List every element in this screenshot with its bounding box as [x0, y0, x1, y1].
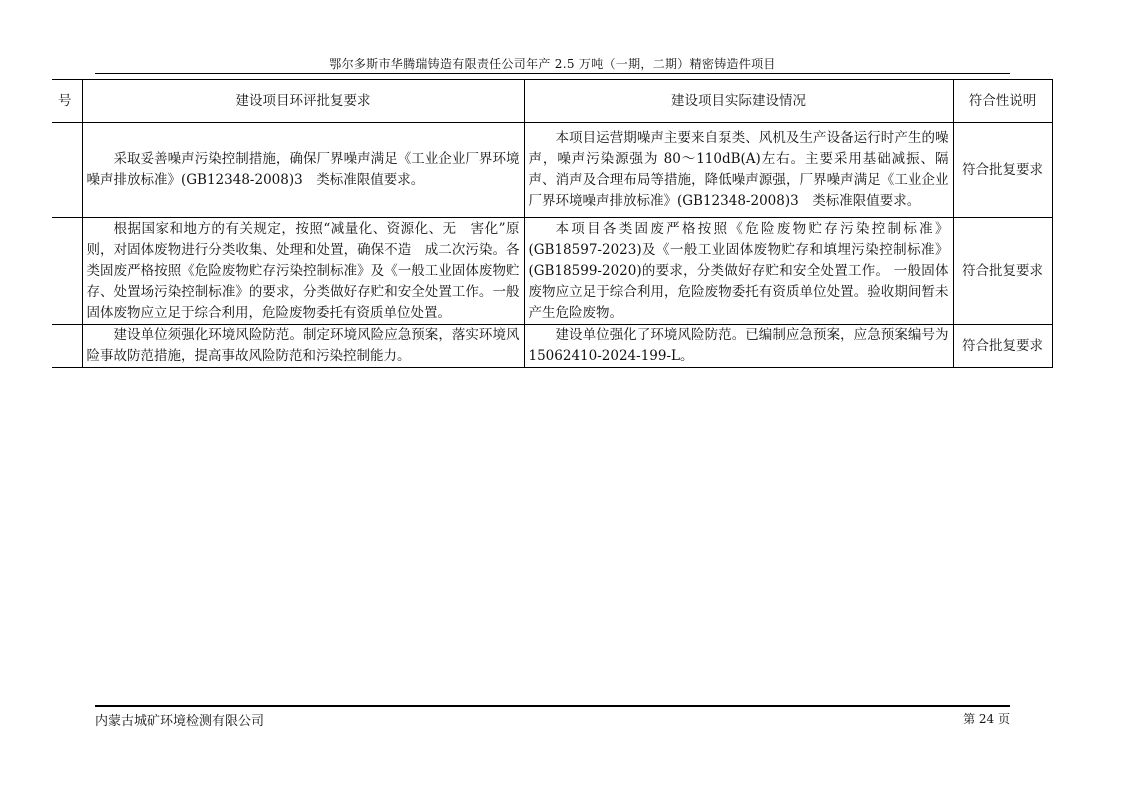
compliance-cell: 符合批复要求	[953, 218, 1052, 325]
col-header-number: 号	[52, 80, 82, 123]
page-header-title: 鄂尔多斯市华腾瑞铸造有限责任公司年产 2.5 万吨（一期，二期）精密铸造件项目	[329, 57, 776, 71]
requirement-cell	[82, 325, 524, 368]
requirement-text: 采取妥善噪声污染控制措施，确保厂界噪声满足《工业企业厂界环境噪声排放标准》(GB12348-2008)3 类标准限值要求。	[86, 151, 520, 188]
actual-cell	[524, 123, 953, 218]
page-number: 第 24 页	[963, 712, 1010, 726]
requirement-cell	[82, 218, 524, 325]
requirement-text: 根据国家和地方的有关规定，按照“减量化、资源化、无 害化”原则，对固体废物进行分类收集、处理和处置，确保不造 成二次污染。各类固废严格按照《危险废物贮存污染控制标准》及《一般工业固体废物贮存、处置场污染控制标准》的要求，分类做好存贮和安全处置工作。一般固体废物应立足于综合利用，危险废物委托有资质单位处置。	[86, 220, 520, 321]
row-number-cell	[52, 325, 82, 368]
col-header-compliance: 符合性说明	[953, 80, 1052, 123]
table-row	[52, 325, 1052, 368]
row-number-cell	[52, 218, 82, 325]
col-header-requirement: 建设项目环评批复要求	[82, 80, 524, 123]
actual-text: 建设单位强化了环境风险防范。已编制应急预案，应急预案编号为 15062410-2024-199-L。	[528, 327, 949, 364]
compliance-cell: 符合批复要求	[953, 325, 1052, 368]
compliance-cell: 符合批复要求	[953, 123, 1052, 218]
header-divider	[95, 73, 1010, 74]
table-row	[52, 123, 1052, 218]
actual-text: 本项目各类固废严格按照《危险废物贮存污染控制标准》(GB18597-2023)及《一般工业固体废物贮存和填埋污染控制标准》(GB18599-2020)的要求，分类做好存贮和安全处置工作。 一般固体废物应立足于综合利用，危险废物委托有资质单位处置。验收期间暂未产生危险废物。	[528, 220, 949, 321]
table-row	[52, 218, 1052, 325]
footer-divider	[95, 705, 1010, 707]
approval-compliance-table	[52, 79, 1053, 368]
actual-cell	[524, 325, 953, 368]
footer-company-name: 内蒙古城矿环境检测有限公司	[95, 714, 265, 729]
actual-text: 本项目运营期噪声主要来自泵类、风机及生产设备运行时产生的噪声，噪声污染源强为 80～110dB(A)左右。主要采用基础减振、隔声、消声及合理布局等措施，降低噪声源强，厂界噪声满足《工业企业厂界环境噪声排放标准》(GB12348-2008)3 类标准限值要求。	[528, 130, 949, 209]
row-number-cell	[52, 123, 82, 218]
requirement-text: 建设单位须强化环境风险防范。制定环境风险应急预案，落实环境风险事故防范措施，提高事故风险防范和污染控制能力。	[86, 327, 520, 364]
actual-cell	[524, 218, 953, 325]
col-header-actual: 建设项目实际建设情况	[524, 80, 953, 123]
table-header-row	[52, 80, 1052, 123]
requirement-cell	[82, 123, 524, 218]
